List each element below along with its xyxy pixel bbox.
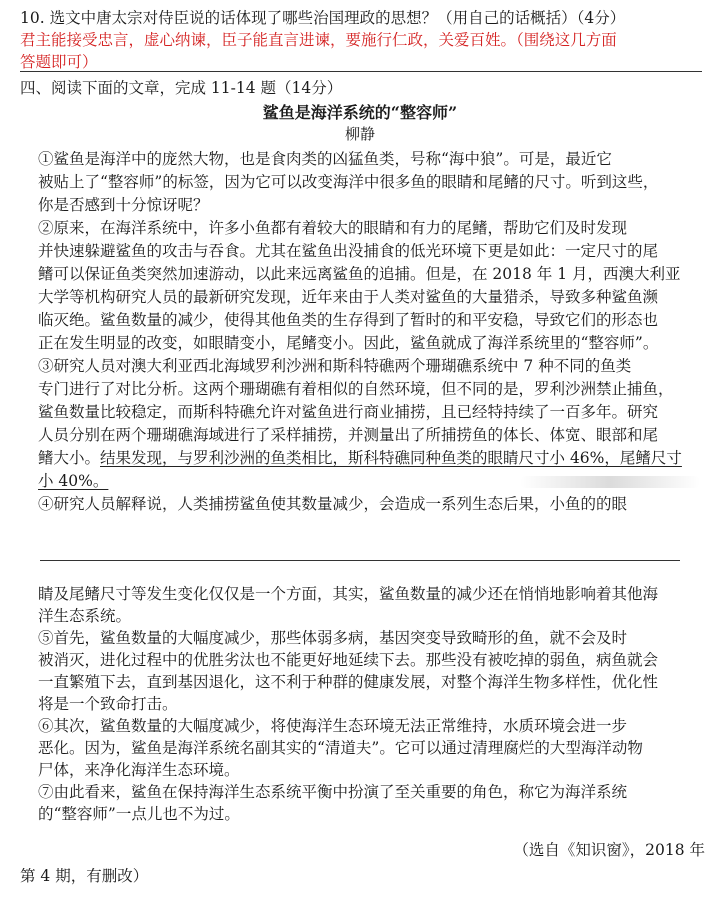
question-10-answer-line-2: 答题即可） <box>20 53 98 71</box>
paragraph-line: 睛及尾鳍尺寸等发生变化仅仅是一个方面，其实，鲨鱼数量的减少还在悄悄地影响着其他海 <box>38 585 659 603</box>
article-title: 鲨鱼是海洋系统的“整容师” <box>262 103 458 122</box>
paragraph-line: 鲨鱼数量比较稳定，而斯科特礁允许对鲨鱼进行商业捕捞，且已经特持续了一百多年。研究 <box>38 403 659 421</box>
paragraph-line: 正在发生明显的改变，如眼睛变小，尾鳍变小。因此，鲨鱼就成了海洋系统里的“整容师”。 <box>38 334 659 352</box>
paragraph-line: 一直繁殖下去，直到基因退化，这不利于种群的健康发展，对整个海洋生物多样性，优化性 <box>38 673 659 691</box>
paragraph-line: 的“整容师”一点儿也不为过。 <box>38 805 240 823</box>
paragraph-line: 洋生态系统。 <box>38 607 132 625</box>
paragraph-line: 尸体，来净化海洋生态环境。 <box>38 761 240 779</box>
paragraph-line: 鳍可以保证鱼类突然加速游动，以此来远离鲨鱼的追捕。但是，在 2018 年 1 月，西澳大利亚 <box>38 265 681 283</box>
paragraph-line: ⑥其次，鲨鱼数量的大幅度减少，将使海洋生态环境无法正常维持，水质环境会进一步 <box>38 717 628 735</box>
scan-smudge <box>520 476 700 488</box>
paragraph-line: 将是一个致命打击。 <box>38 695 178 713</box>
paragraph-line: ②原来，在海洋系统中，许多小鱼都有着较大的眼睛和有力的尾鳍，帮助它们及时发现 <box>38 219 628 237</box>
paragraph-line: 专门进行了对比分析。这两个珊瑚礁有着相似的自然环境，但不同的是，罗利沙洲禁止捕鱼， <box>38 380 674 398</box>
paragraph-line-underlined <box>38 448 708 468</box>
paragraph-line: 大学等机构研究人员的最新研究发现，近年来由于人类对鲨鱼的大量猎杀，导致多种鲨鱼濒 <box>38 288 659 306</box>
paragraph-line: 临灭绝。鲨鱼数量的减少，使得其他鱼类的生存得到了暂时的和平安稳，导致它们的形态也 <box>38 311 659 329</box>
paragraph-line: 恶化。因为，鲨鱼是海洋系统名副其实的“清道夫”。它可以通过清理腐烂的大型海洋动物 <box>38 739 643 757</box>
section-4-heading: 四、阅读下面的文章，完成 11-14 题（14分） <box>20 79 343 97</box>
underlined-result-end: 小 40%。 <box>38 472 109 490</box>
underlined-result-sentence: 结果发现，与罗利沙洲的鱼类相比，斯科特礁同种鱼类的眼睛尺寸小 46%，尾鳍尺寸 <box>100 449 682 467</box>
question-10-prompt: 10. 选文中唐太宗对侍臣说的话体现了哪些治国理政的思想？（用自己的话概括）（4分） <box>20 9 626 27</box>
paragraph-line: 被消灭，进化过程中的优胜劣汰也不能更好地延续下去。那些没有被吃掉的弱鱼，病鱼就会 <box>38 651 659 669</box>
page-break-rule <box>40 560 680 561</box>
answer-rule <box>20 71 702 72</box>
article-author: 柳静 <box>344 125 375 143</box>
paragraph-line: 并快速躲避鲨鱼的攻击与吞食。尤其在鲨鱼出没捕食的低光环境下更是如此：一定尺寸的尾 <box>38 242 659 260</box>
paragraph-line: ④研究人员解释说，人类捕捞鲨鱼使其数量减少，会造成一系列生态后果，小鱼的的眼 <box>38 495 628 513</box>
source-citation-line-2: 第 4 期，有删改） <box>20 867 149 885</box>
paragraph-line: 人员分别在两个珊瑚礁海域进行了采样捕捞，并测量出了所捕捞鱼的体长、体宽、眼部和尾 <box>38 426 659 444</box>
question-10-answer-line-1: 君主能接受忠言，虚心纳谏，臣子能直言进谏，要施行仁政，关爱百姓。（围绕这几方面 <box>20 31 617 49</box>
paragraph-line: ⑤首先，鲨鱼数量的大幅度减少，那些体弱多病，基因突变导致畸形的鱼，就不会及时 <box>38 629 628 647</box>
paragraph-line: 你是否感到十分惊讶呢？ <box>38 196 209 214</box>
paragraph-line: ③研究人员对澳大利亚西北海域罗利沙洲和斯科特礁两个珊瑚礁系统中 7 种不同的鱼类 <box>38 357 632 375</box>
source-citation-line-1: （选自《知识窗》，2018 年 <box>513 841 705 859</box>
paragraph-line: ⑦由此看来，鲨鱼在保持海洋生态系统平衡中扮演了至关重要的角色，称它为海洋系统 <box>38 783 628 801</box>
line-prefix: 鳍大小。 <box>38 449 101 467</box>
paragraph-line: ①鲨鱼是海洋中的庞然大物，也是食肉类的凶猛鱼类，号称“海中狼”。可是，最近它 <box>38 150 612 168</box>
paragraph-line: 被贴上了“整容师”的标签，因为它可以改变海洋中很多鱼的眼睛和尾鳍的尺寸。听到这些， <box>38 173 659 191</box>
